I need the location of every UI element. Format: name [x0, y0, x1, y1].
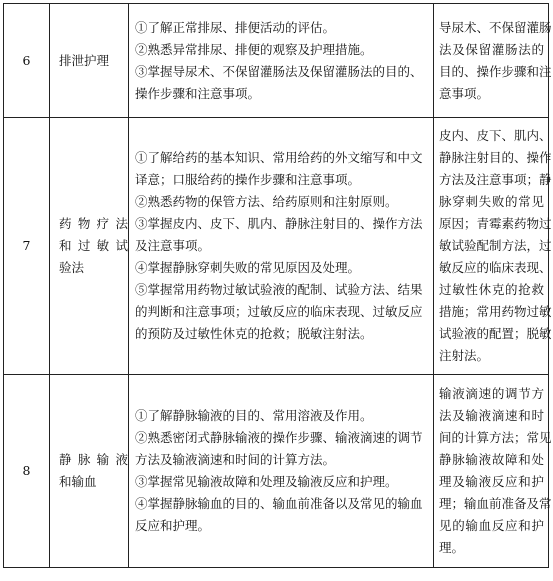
requirement-line: ③掌握导尿术、不保留灌肠法及保留灌肠法的目的、 [135, 63, 423, 79]
learning-requirements [129, 118, 434, 375]
topic-name-line: 药物疗法 [59, 216, 128, 231]
table-row [4, 4, 549, 118]
requirement-line: 的判断和注意事项；过敏反应的临床表现、过敏反应 [135, 304, 423, 319]
skill-line: 皮内、皮下、肌内、 [439, 128, 552, 143]
topic-name-line: 和输血 [59, 474, 97, 489]
skill-line: 原因；青霉素药物过 [439, 216, 552, 231]
skill-line: 目的、操作步骤和注 [439, 63, 552, 79]
topic-name-line: 验法 [59, 260, 85, 275]
topic-name [50, 4, 129, 118]
row-number: 6 [4, 4, 50, 118]
learning-requirements [129, 375, 434, 568]
topic-name-line: 和过敏试 [59, 238, 128, 253]
requirement-line: ②熟悉药物的保管方法、给药原则和注射原则。 [135, 194, 398, 209]
requirement-line: 操作步骤和注意事项。 [135, 85, 261, 101]
skill-line: 试验液的配置；脱敏 [439, 326, 552, 341]
requirement-line: ④掌握静脉输血的目的、输血前准备以及常见的输血 [135, 496, 423, 511]
skill-line: 脉穿刺失败的常见 [439, 194, 544, 209]
requirement-line: ③掌握常见输液故障和处理及输液反应和护理。 [135, 474, 398, 489]
skill-line: 静脉输液故障和处 [439, 452, 544, 467]
skill-line: 输液滴速的调节方 [439, 386, 544, 401]
skill-line: 理；输血前准备及常 [439, 496, 552, 511]
skill-line: 意事项。 [439, 85, 490, 101]
requirement-line: 译意；口服给药的操作步骤和注意事项。 [135, 172, 361, 187]
skill-line: 法及保留灌肠法的 [439, 41, 544, 57]
skill-line: 敏反应的临床表现、 [439, 260, 552, 275]
skill-line: 导尿术、不保留灌肠 [439, 19, 552, 35]
requirement-line: ②熟悉异常排尿、排便的观察及护理措施。 [135, 41, 373, 57]
requirement-line: ①了解正常排尿、排便活动的评估。 [135, 19, 336, 35]
requirement-line: ④掌握静脉穿刺失败的常见原因及处理。 [135, 260, 361, 275]
table-row [4, 118, 549, 375]
row-number: 8 [4, 375, 50, 568]
requirement-line: 反应和护理。 [135, 518, 211, 533]
skill-line: 措施；常用药物过敏 [439, 304, 552, 319]
requirement-line: 方法及输液滴速和时间的计算方法。 [135, 452, 336, 467]
topic-name-line: 排泄护理 [59, 52, 110, 68]
requirement-line: 及注意事项。 [135, 238, 211, 253]
skill-line: 注射法。 [439, 348, 490, 363]
skill-line: 静脉注射目的、操作 [439, 150, 552, 165]
topic-name-line: 静脉输液 [59, 452, 128, 467]
curriculum-table [3, 3, 552, 568]
topic-name [50, 118, 129, 375]
skill-points [434, 4, 552, 118]
requirement-line: ②熟悉密闭式静脉输液的操作步骤、输液滴速的调节 [135, 430, 423, 445]
skill-line: 过敏性休克的抢救 [439, 282, 544, 297]
requirement-line: 的预防及过敏性休克的抢救；脱敏注射法。 [135, 326, 373, 341]
requirement-line: ①了解静脉输液的目的、常用溶液及作用。 [135, 408, 373, 423]
table-row [4, 375, 549, 568]
skill-line: 法及输液滴速和时 [439, 408, 544, 423]
skill-line: 理。 [439, 540, 465, 555]
skill-line: 方法及注意事项；静 [439, 172, 552, 187]
skill-line: 见的输血反应和护 [439, 518, 544, 533]
requirement-line: ⑤掌握常用药物过敏试验液的配制、试验方法、结果 [135, 282, 423, 297]
skill-line: 理及输液反应和护 [439, 474, 544, 489]
skill-line: 间的计算方法；常见 [439, 430, 552, 445]
requirement-line: ①了解给药的基本知识、常用给药的外文缩写和中文 [135, 150, 423, 165]
skill-points [434, 118, 552, 375]
requirement-line: ③掌握皮内、皮下、肌内、静脉注射目的、操作方法 [135, 216, 423, 231]
skill-points [434, 375, 552, 568]
skill-line: 敏试验配制方法，过 [439, 238, 552, 253]
topic-name [50, 375, 129, 568]
row-number: 7 [4, 118, 50, 375]
learning-requirements [129, 4, 434, 118]
